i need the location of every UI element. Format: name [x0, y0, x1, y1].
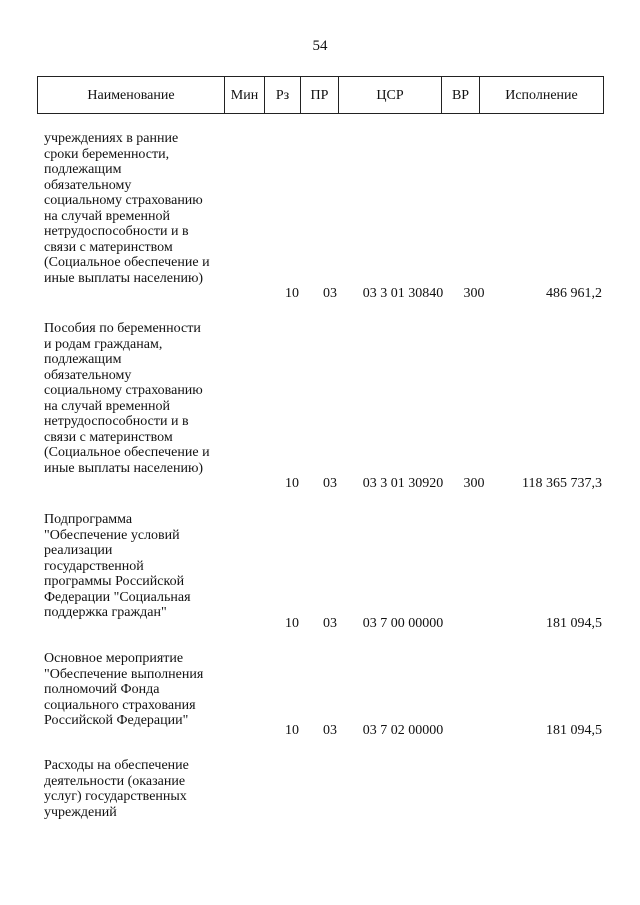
row-pr: 03 [323, 722, 337, 738]
row-name: учреждениях в ранние сроки беременности, подлежащим обязательному социальному страхованию на случай временной нетрудоспособности и в связи с материнством (Социальное обеспечение и иные выплаты населению) [44, 131, 210, 286]
column-header-min: Мин [225, 77, 265, 114]
table-row [44, 512, 604, 631]
row-pr: 03 [323, 615, 337, 631]
column-header-name: Наименование [38, 77, 225, 114]
table-row [44, 321, 604, 491]
row-vr: 300 [463, 475, 485, 491]
page-number: 54 [312, 38, 328, 54]
column-header-pr: ПР [301, 77, 339, 114]
row-isp: 118 365 737,3 [522, 475, 602, 491]
row-name: Расходы на обеспечение деятельности (оказание услуг) государственных учреждений [44, 758, 189, 820]
row-vr: 300 [463, 285, 485, 301]
table-header [37, 76, 604, 114]
column-header-isp: Исполнение [505, 88, 578, 103]
row-name: Пособия по беременности и родам гражданам, подлежащим обязательному социальному страхованию на случай временной нетрудоспособности и в связи с материнством (Социальное обеспечение и иные выплаты населению) [44, 321, 210, 476]
row-isp: 181 094,5 [546, 615, 602, 631]
row-csr: 03 7 02 00000 [362, 722, 444, 738]
column-header-vr: ВР [442, 77, 480, 114]
table-row [44, 758, 604, 828]
row-isp: 181 094,5 [546, 722, 602, 738]
header-bottom-rule [37, 113, 604, 114]
row-pr: 03 [323, 285, 337, 301]
column-header-rz: Рз [265, 77, 301, 114]
row-rz: 10 [285, 285, 299, 301]
column-header-csr: ЦСР [339, 77, 442, 114]
row-rz: 10 [285, 615, 299, 631]
table-row [44, 131, 604, 301]
row-name: Подпрограмма "Обеспечение условий реализации государственной программы Российской Федерации "Социальная поддержка граждан" [44, 512, 191, 620]
row-isp: 486 961,2 [546, 285, 602, 301]
row-rz: 10 [285, 722, 299, 738]
row-csr: 03 3 01 30920 [362, 475, 444, 491]
table-row [44, 651, 604, 738]
row-csr: 03 7 00 00000 [362, 615, 444, 631]
row-pr: 03 [323, 475, 337, 491]
row-name: Основное мероприятие "Обеспечение выполнения полномочий Фонда социального страхования Российской Федерации" [44, 651, 204, 728]
row-rz: 10 [285, 475, 299, 491]
row-csr: 03 3 01 30840 [362, 285, 444, 301]
